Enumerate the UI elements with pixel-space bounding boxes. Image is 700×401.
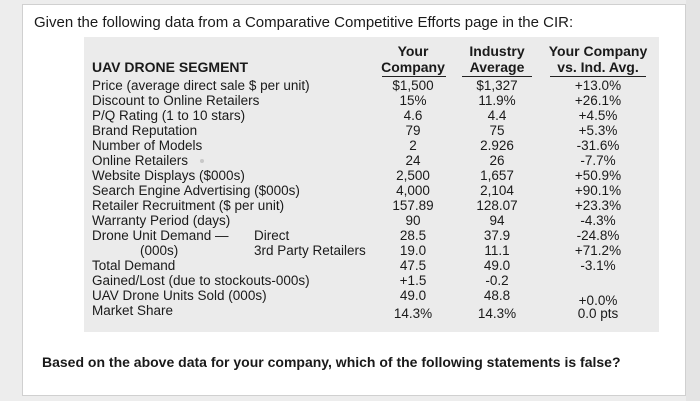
table-row: [84, 138, 659, 154]
table-row: [84, 168, 659, 184]
your-company-value: 15%: [399, 93, 427, 108]
row-label: Retailer Recruitment ($ per unit): [92, 198, 285, 213]
your-company-value: 79: [405, 123, 421, 138]
table-row: [84, 123, 659, 139]
header-underline-your-company: [382, 76, 446, 77]
your-company-value: 24: [405, 153, 421, 168]
vs-average-value: +5.3%: [578, 123, 618, 138]
industry-average-value: 11.1: [484, 243, 510, 258]
row-label: Website Displays ($000s): [92, 168, 245, 183]
row-label: Drone Unit Demand —: [92, 228, 229, 243]
your-company-value: 157.89: [392, 198, 434, 213]
row-label: Market Share: [92, 303, 174, 318]
row-label: (000s): [140, 243, 179, 258]
industry-average-value: 128.07: [476, 198, 518, 213]
vs-average-value: -7.7%: [580, 153, 616, 168]
vs-average-value: -31.6%: [576, 138, 620, 153]
your-company-value: 19.0: [399, 243, 427, 258]
row-label: P/Q Rating (1 to 10 stars): [92, 108, 246, 123]
vs-average-value: +23.3%: [574, 198, 622, 213]
table-row: [84, 303, 659, 319]
header-vs-avg-line1: Your Company: [548, 43, 648, 59]
vs-average-value: -4.3%: [580, 213, 616, 228]
industry-average-value: -0.2: [485, 273, 509, 288]
row-sublabel: Direct: [254, 228, 290, 243]
industry-average-value: 11.9%: [478, 93, 516, 108]
your-company-value: $1,500: [392, 78, 434, 93]
industry-average-value: 48.8: [483, 288, 511, 303]
row-label: Number of Models: [92, 138, 203, 153]
industry-average-value: 49.0: [483, 258, 511, 273]
header-underline-industry-average: [462, 76, 532, 77]
industry-average-value: 14.3%: [477, 306, 517, 321]
industry-average-value: 2,104: [480, 183, 514, 198]
table-row: [84, 93, 659, 109]
your-company-value: 2,500: [396, 168, 430, 183]
table-row: [84, 183, 659, 199]
table-row: [84, 228, 659, 244]
row-label: Warranty Period (days): [92, 213, 231, 228]
table-row: [84, 198, 659, 214]
vs-average-value: 0.0 pts: [577, 306, 619, 321]
row-label: Online Retailers: [92, 153, 189, 168]
vs-average-value: +26.1%: [574, 93, 622, 108]
vs-average-value: +0.0%: [578, 293, 618, 308]
industry-average-value: 94: [489, 213, 505, 228]
question-intro: Given the following data from a Comparative Competitive Efforts page in the CIR:: [34, 14, 574, 31]
header-your-company: [380, 43, 446, 75]
your-company-value: 28.5: [399, 228, 427, 243]
header-vs-avg-line2: vs. Ind. Avg.: [557, 59, 639, 75]
your-company-value: 4,000: [396, 183, 430, 198]
row-label: Discount to Online Retailers: [92, 93, 260, 108]
your-company-value: +1.5: [399, 273, 427, 288]
your-company-value: 14.3%: [393, 306, 433, 321]
header-industry-average: [460, 43, 534, 75]
row-label: Search Engine Advertising ($000s): [92, 183, 300, 198]
header-underline-vs-avg: [550, 76, 646, 77]
header-your-company-line1: Your: [397, 43, 429, 59]
industry-average-value: 2.926: [480, 138, 514, 153]
vs-average-value: +71.2%: [574, 243, 622, 258]
table-row: [84, 258, 659, 274]
row-label: UAV Drone Units Sold (000s): [92, 288, 267, 303]
row-label: Brand Reputation: [92, 123, 198, 138]
table-row: [84, 288, 659, 308]
industry-average-value: $1,327: [476, 78, 518, 93]
header-industry-average-line2: Average: [469, 59, 525, 75]
question-text: Based on the above data for your company, which of the following statements is false?: [42, 354, 621, 370]
table-row: [84, 78, 659, 94]
row-sublabel: 3rd Party Retailers: [254, 243, 366, 258]
cursor-dot-icon: [200, 159, 204, 163]
segment-title: UAV DRONE SEGMENT: [92, 59, 249, 75]
industry-average-value: 26: [489, 153, 505, 168]
table-row: [84, 108, 659, 124]
header-your-company-line2: Company: [381, 59, 445, 75]
competitive-efforts-table: [84, 37, 659, 332]
your-company-value: 4.6: [403, 108, 423, 123]
table-row: [84, 213, 659, 229]
your-company-value: 49.0: [399, 288, 427, 303]
header-industry-average-line1: Industry: [469, 43, 525, 59]
row-label: Total Demand: [92, 258, 176, 273]
vs-average-value: +90.1%: [574, 183, 622, 198]
table-row: [84, 273, 659, 289]
your-company-value: 90: [405, 213, 421, 228]
vs-average-value: -24.8%: [576, 228, 620, 243]
your-company-value: 2: [409, 138, 417, 153]
vs-average-value: +4.5%: [578, 108, 618, 123]
your-company-value: 47.5: [399, 258, 427, 273]
scrollbar-track[interactable]: [686, 0, 700, 401]
industry-average-value: 37.9: [483, 228, 511, 243]
row-label: Gained/Lost (due to stockouts-000s): [92, 273, 310, 288]
industry-average-value: 4.4: [487, 108, 507, 123]
table-row: [84, 153, 659, 169]
vs-average-value: +13.0%: [574, 78, 622, 93]
industry-average-value: 75: [489, 123, 505, 138]
vs-average-value: +50.9%: [574, 168, 622, 183]
vs-average-value: -3.1%: [580, 258, 616, 273]
industry-average-value: 1,657: [480, 168, 514, 183]
header-vs-industry-average: [546, 43, 650, 75]
row-label: Price (average direct sale $ per unit): [92, 78, 310, 93]
table-row: [84, 243, 659, 259]
